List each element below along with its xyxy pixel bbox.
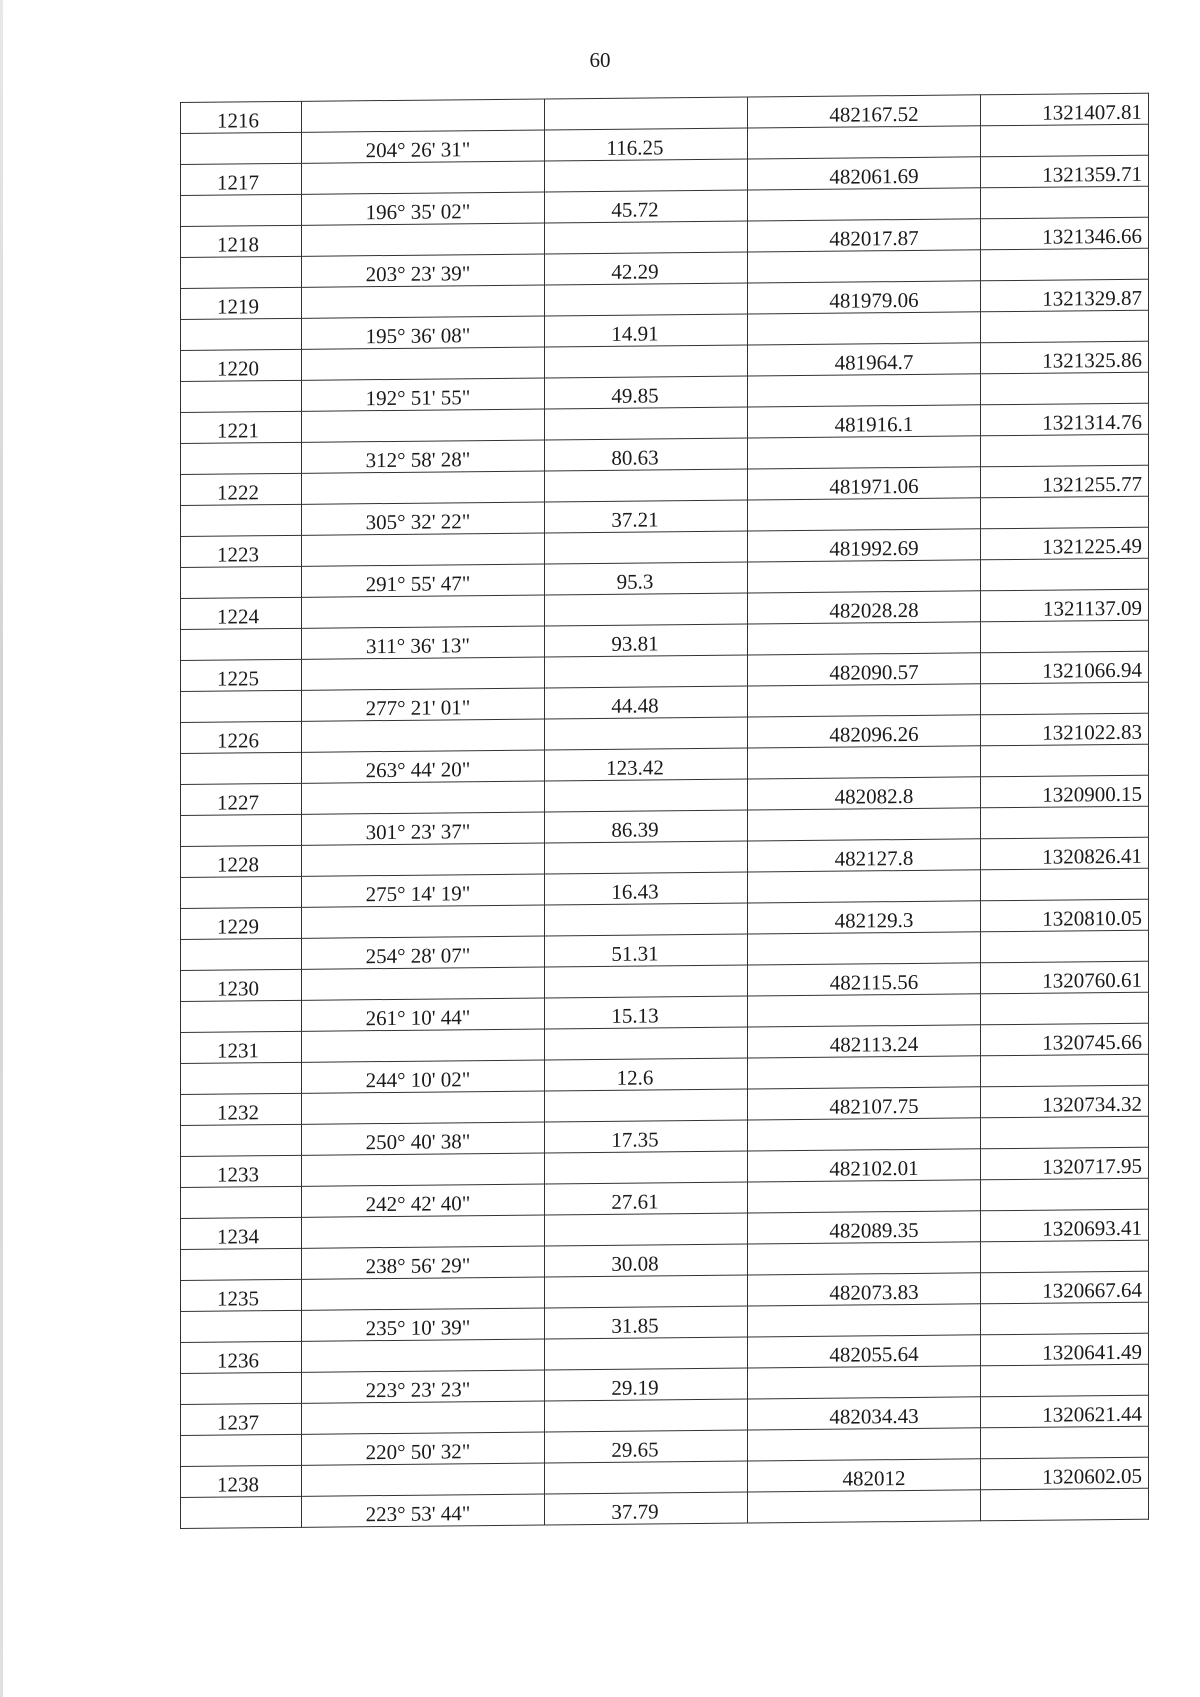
x-coordinate-cell: 482061.69 xyxy=(748,157,981,190)
empty-cell xyxy=(748,932,981,965)
page-number: 60 xyxy=(589,48,611,72)
bearing-cell: 291° 55' 47" xyxy=(302,564,545,597)
empty-cell xyxy=(748,746,981,779)
bearing-cell: 250° 40' 38" xyxy=(302,1122,545,1155)
x-coordinate-cell: 481971.06 xyxy=(748,467,981,500)
empty-cell xyxy=(981,620,1149,653)
y-coordinate-cell: 1320621.44 xyxy=(981,1395,1149,1428)
empty-cell xyxy=(981,310,1149,343)
empty-cell xyxy=(545,593,748,626)
bearing-cell: 301° 23' 37" xyxy=(302,812,545,845)
distance-cell: 29.19 xyxy=(545,1368,748,1401)
empty-cell xyxy=(181,628,302,660)
empty-cell xyxy=(748,1366,981,1399)
y-coordinate-cell: 1320900.15 xyxy=(981,775,1149,808)
x-coordinate-cell: 482090.57 xyxy=(748,653,981,686)
point-id-cell: 1218 xyxy=(181,225,302,257)
y-coordinate-cell: 1321407.81 xyxy=(981,93,1149,126)
empty-cell xyxy=(748,994,981,1027)
empty-cell xyxy=(981,1302,1149,1335)
bearing-cell: 311° 36' 13" xyxy=(302,626,545,659)
empty-cell xyxy=(545,655,748,688)
empty-cell xyxy=(302,967,545,1000)
empty-cell xyxy=(545,1151,748,1184)
x-coordinate-cell: 482167.52 xyxy=(748,95,981,128)
distance-cell: 29.65 xyxy=(545,1430,748,1463)
empty-cell xyxy=(302,223,545,256)
empty-cell xyxy=(748,622,981,655)
y-coordinate-cell: 1320810.05 xyxy=(981,899,1149,932)
point-id-cell: 1228 xyxy=(181,845,302,877)
empty-cell xyxy=(748,808,981,841)
y-coordinate-cell: 1320693.41 xyxy=(981,1209,1149,1242)
empty-cell xyxy=(302,285,545,318)
point-id-cell: 1221 xyxy=(181,411,302,443)
empty-cell xyxy=(181,814,302,846)
empty-cell xyxy=(748,1242,981,1275)
empty-cell xyxy=(748,560,981,593)
empty-cell xyxy=(981,868,1149,901)
empty-cell xyxy=(181,566,302,598)
empty-cell xyxy=(981,1364,1149,1397)
empty-cell xyxy=(302,1029,545,1062)
empty-cell xyxy=(545,407,748,440)
empty-cell xyxy=(545,1089,748,1122)
point-id-cell: 1230 xyxy=(181,969,302,1001)
distance-cell: 15.13 xyxy=(545,996,748,1029)
empty-cell xyxy=(748,1180,981,1213)
distance-cell: 31.85 xyxy=(545,1306,748,1339)
y-coordinate-cell: 1321359.71 xyxy=(981,155,1149,188)
x-coordinate-cell: 481979.06 xyxy=(748,281,981,314)
y-coordinate-cell: 1321225.49 xyxy=(981,527,1149,560)
point-id-cell: 1226 xyxy=(181,721,302,753)
y-coordinate-cell: 1320826.41 xyxy=(981,837,1149,870)
empty-cell xyxy=(181,132,302,164)
point-id-cell: 1231 xyxy=(181,1031,302,1063)
empty-cell xyxy=(545,283,748,316)
bearing-cell: 204° 26' 31" xyxy=(302,130,545,163)
empty-cell xyxy=(981,248,1149,281)
point-id-cell: 1225 xyxy=(181,659,302,691)
x-coordinate-cell: 482055.64 xyxy=(748,1335,981,1368)
empty-cell xyxy=(545,97,748,130)
survey-coordinate-table xyxy=(180,93,1149,1529)
x-coordinate-cell: 482107.75 xyxy=(748,1087,981,1120)
point-id-cell: 1232 xyxy=(181,1093,302,1125)
empty-cell xyxy=(545,345,748,378)
distance-cell: 37.21 xyxy=(545,500,748,533)
empty-cell xyxy=(545,1337,748,1370)
y-coordinate-cell: 1321325.86 xyxy=(981,341,1149,374)
y-coordinate-cell: 1321255.77 xyxy=(981,465,1149,498)
empty-cell xyxy=(748,1304,981,1337)
empty-cell xyxy=(748,374,981,407)
empty-cell xyxy=(545,1399,748,1432)
distance-cell: 80.63 xyxy=(545,438,748,471)
empty-cell xyxy=(302,843,545,876)
empty-cell xyxy=(181,504,302,536)
bearing-cell: 235° 10' 39" xyxy=(302,1308,545,1341)
empty-cell xyxy=(748,312,981,345)
empty-cell xyxy=(181,194,302,226)
empty-cell xyxy=(545,1213,748,1246)
empty-cell xyxy=(981,992,1149,1025)
empty-cell xyxy=(748,436,981,469)
empty-cell xyxy=(302,905,545,938)
empty-cell xyxy=(302,1091,545,1124)
empty-cell xyxy=(748,684,981,717)
empty-cell xyxy=(181,1496,302,1528)
empty-cell xyxy=(981,930,1149,963)
x-coordinate-cell: 481916.1 xyxy=(748,405,981,438)
x-coordinate-cell: 482017.87 xyxy=(748,219,981,252)
empty-cell xyxy=(545,841,748,874)
empty-cell xyxy=(545,469,748,502)
distance-cell: 49.85 xyxy=(545,376,748,409)
empty-cell xyxy=(545,1027,748,1060)
empty-cell xyxy=(981,1488,1149,1521)
y-coordinate-cell: 1320602.05 xyxy=(981,1457,1149,1490)
x-coordinate-cell: 482089.35 xyxy=(748,1211,981,1244)
empty-cell xyxy=(545,903,748,936)
point-id-cell: 1224 xyxy=(181,597,302,629)
empty-cell xyxy=(981,186,1149,219)
point-id-cell: 1237 xyxy=(181,1403,302,1435)
empty-cell xyxy=(981,1178,1149,1211)
empty-cell xyxy=(302,595,545,628)
empty-cell xyxy=(545,1275,748,1308)
empty-cell xyxy=(181,938,302,970)
empty-cell xyxy=(181,752,302,784)
x-coordinate-cell: 482034.43 xyxy=(748,1397,981,1430)
empty-cell xyxy=(181,256,302,288)
x-coordinate-cell: 482096.26 xyxy=(748,715,981,748)
x-coordinate-cell: 481992.69 xyxy=(748,529,981,562)
empty-cell xyxy=(545,717,748,750)
empty-cell xyxy=(748,1490,981,1523)
empty-cell xyxy=(302,1401,545,1434)
table-body xyxy=(181,93,1149,1528)
empty-cell xyxy=(981,744,1149,777)
point-id-cell: 1238 xyxy=(181,1465,302,1497)
distance-cell: 42.29 xyxy=(545,252,748,285)
empty-cell xyxy=(981,558,1149,591)
bearing-cell: 263° 44' 20" xyxy=(302,750,545,783)
y-coordinate-cell: 1321329.87 xyxy=(981,279,1149,312)
distance-cell: 17.35 xyxy=(545,1120,748,1153)
empty-cell xyxy=(748,870,981,903)
empty-cell xyxy=(302,161,545,194)
empty-cell xyxy=(981,1426,1149,1459)
bearing-cell: 192° 51' 55" xyxy=(302,378,545,411)
empty-cell xyxy=(181,1248,302,1280)
point-id-cell: 1223 xyxy=(181,535,302,567)
distance-cell: 27.61 xyxy=(545,1182,748,1215)
bearing-cell: 254° 28' 07" xyxy=(302,936,545,969)
point-id-cell: 1222 xyxy=(181,473,302,505)
empty-cell xyxy=(302,657,545,690)
y-coordinate-cell: 1321066.94 xyxy=(981,651,1149,684)
empty-cell xyxy=(545,221,748,254)
y-coordinate-cell: 1320745.66 xyxy=(981,1023,1149,1056)
x-coordinate-cell: 482012 xyxy=(748,1459,981,1492)
empty-cell xyxy=(181,1062,302,1094)
bearing-cell: 312° 58' 28" xyxy=(302,440,545,473)
point-id-cell: 1217 xyxy=(181,163,302,195)
empty-cell xyxy=(181,690,302,722)
y-coordinate-cell: 1320734.32 xyxy=(981,1085,1149,1118)
bearing-cell: 195° 36' 08" xyxy=(302,316,545,349)
x-coordinate-cell: 482082.8 xyxy=(748,777,981,810)
empty-cell xyxy=(181,318,302,350)
y-coordinate-cell: 1321314.76 xyxy=(981,403,1149,436)
distance-cell: 95.3 xyxy=(545,562,748,595)
empty-cell xyxy=(302,781,545,814)
point-id-cell: 1235 xyxy=(181,1279,302,1311)
bearing-cell: 223° 53' 44" xyxy=(302,1494,545,1527)
empty-cell xyxy=(545,965,748,998)
empty-cell xyxy=(302,471,545,504)
distance-cell: 51.31 xyxy=(545,934,748,967)
x-coordinate-cell: 482115.56 xyxy=(748,963,981,996)
scan-edge-shadow xyxy=(0,0,3,1697)
empty-cell xyxy=(181,1124,302,1156)
empty-cell xyxy=(181,1000,302,1032)
empty-cell xyxy=(181,442,302,474)
empty-cell xyxy=(981,496,1149,529)
y-coordinate-cell: 1320641.49 xyxy=(981,1333,1149,1366)
bearing-cell: 238° 56' 29" xyxy=(302,1246,545,1279)
empty-cell xyxy=(302,99,545,132)
point-id-cell: 1233 xyxy=(181,1155,302,1187)
empty-cell xyxy=(181,1434,302,1466)
distance-cell: 12.6 xyxy=(545,1058,748,1091)
empty-cell xyxy=(302,1463,545,1496)
empty-cell xyxy=(748,1056,981,1089)
empty-cell xyxy=(545,1461,748,1494)
empty-cell xyxy=(981,372,1149,405)
empty-cell xyxy=(181,876,302,908)
distance-cell: 16.43 xyxy=(545,872,748,905)
empty-cell xyxy=(545,159,748,192)
empty-cell xyxy=(748,188,981,221)
empty-cell xyxy=(545,779,748,812)
empty-cell xyxy=(981,1054,1149,1087)
y-coordinate-cell: 1320717.95 xyxy=(981,1147,1149,1180)
bearing-cell: 277° 21' 01" xyxy=(302,688,545,721)
distance-cell: 45.72 xyxy=(545,190,748,223)
y-coordinate-cell: 1320667.64 xyxy=(981,1271,1149,1304)
bearing-cell: 275° 14' 19" xyxy=(302,874,545,907)
x-coordinate-cell: 482073.83 xyxy=(748,1273,981,1306)
empty-cell xyxy=(181,1310,302,1342)
empty-cell xyxy=(181,1186,302,1218)
empty-cell xyxy=(981,124,1149,157)
empty-cell xyxy=(181,380,302,412)
empty-cell xyxy=(981,434,1149,467)
distance-cell: 37.79 xyxy=(545,1492,748,1525)
empty-cell xyxy=(981,1116,1149,1149)
empty-cell xyxy=(302,1277,545,1310)
point-id-cell: 1219 xyxy=(181,287,302,319)
point-id-cell: 1229 xyxy=(181,907,302,939)
x-coordinate-cell: 482028.28 xyxy=(748,591,981,624)
bearing-cell: 220° 50' 32" xyxy=(302,1432,545,1465)
empty-cell xyxy=(748,1118,981,1151)
empty-cell xyxy=(981,682,1149,715)
distance-cell: 86.39 xyxy=(545,810,748,843)
bearing-cell: 196° 35' 02" xyxy=(302,192,545,225)
x-coordinate-cell: 482129.3 xyxy=(748,901,981,934)
distance-cell: 123.42 xyxy=(545,748,748,781)
empty-cell xyxy=(302,1153,545,1186)
bearing-cell: 223° 23' 23" xyxy=(302,1370,545,1403)
y-coordinate-cell: 1320760.61 xyxy=(981,961,1149,994)
distance-cell: 93.81 xyxy=(545,624,748,657)
x-coordinate-cell: 482127.8 xyxy=(748,839,981,872)
point-id-cell: 1227 xyxy=(181,783,302,815)
point-id-cell: 1220 xyxy=(181,349,302,381)
empty-cell xyxy=(302,1339,545,1372)
empty-cell xyxy=(981,806,1149,839)
empty-cell xyxy=(748,250,981,283)
point-id-cell: 1236 xyxy=(181,1341,302,1373)
distance-cell: 14.91 xyxy=(545,314,748,347)
empty-cell xyxy=(748,126,981,159)
empty-cell xyxy=(302,1215,545,1248)
bearing-cell: 244° 10' 02" xyxy=(302,1060,545,1093)
empty-cell xyxy=(748,498,981,531)
x-coordinate-cell: 482113.24 xyxy=(748,1025,981,1058)
distance-cell: 116.25 xyxy=(545,128,748,161)
point-id-cell: 1216 xyxy=(181,101,302,133)
y-coordinate-cell: 1321022.83 xyxy=(981,713,1149,746)
empty-cell xyxy=(302,719,545,752)
empty-cell xyxy=(545,531,748,564)
empty-cell xyxy=(981,1240,1149,1273)
x-coordinate-cell: 482102.01 xyxy=(748,1149,981,1182)
y-coordinate-cell: 1321137.09 xyxy=(981,589,1149,622)
distance-cell: 30.08 xyxy=(545,1244,748,1277)
y-coordinate-cell: 1321346.66 xyxy=(981,217,1149,250)
empty-cell xyxy=(302,533,545,566)
point-id-cell: 1234 xyxy=(181,1217,302,1249)
bearing-cell: 305° 32' 22" xyxy=(302,502,545,535)
empty-cell xyxy=(181,1372,302,1404)
bearing-cell: 203° 23' 39" xyxy=(302,254,545,287)
x-coordinate-cell: 481964.7 xyxy=(748,343,981,376)
empty-cell xyxy=(302,409,545,442)
bearing-cell: 261° 10' 44" xyxy=(302,998,545,1031)
distance-cell: 44.48 xyxy=(545,686,748,719)
bearing-cell: 242° 42' 40" xyxy=(302,1184,545,1217)
empty-cell xyxy=(302,347,545,380)
empty-cell xyxy=(748,1428,981,1461)
